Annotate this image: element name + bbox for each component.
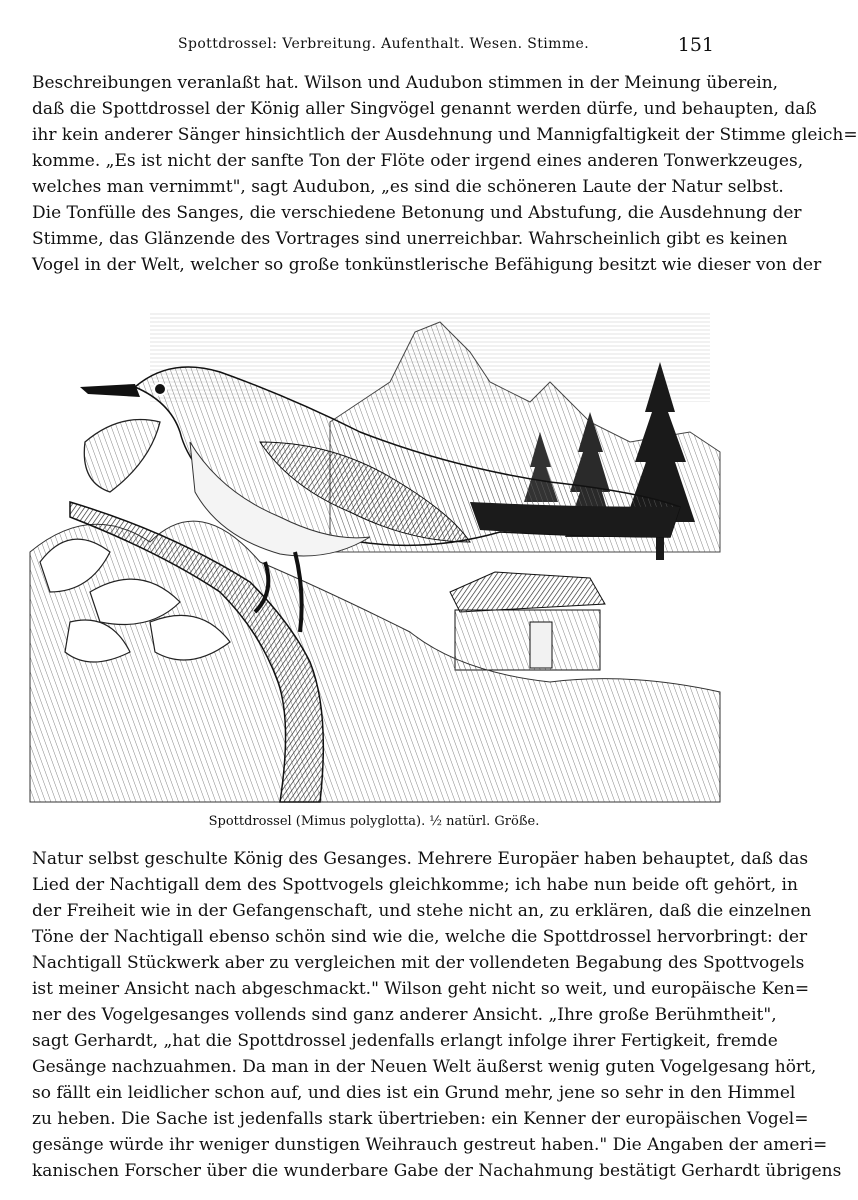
eye-icon: [154, 383, 166, 395]
text-line: Nachtigall Stückwerk aber zu vergleichen mit der vollendeten Begabung des Spottvogels: [32, 953, 805, 973]
text-line: zu heben. Die Sache ist jedenfalls stark übertrieben: ein Kenner der europäischen Vogel=: [32, 1109, 809, 1129]
text-line: sagt Gerhardt, „hat die Spottdrossel jedenfalls erlangt infolge ihrer Fertigkeit, fremde: [32, 1031, 778, 1051]
text-line: ner des Vogelgesanges vollends sind ganz anderer Ansicht. „Ihre große Berühmtheit",: [32, 1005, 777, 1025]
text-line: kanischen Forscher über die wunderbare Gabe der Nachahmung bestätigt Gerhardt übrigens: [32, 1161, 842, 1181]
text-line: Töne der Nachtigall ebenso schön sind wie die, welche die Spottdrossel hervorbringt: der: [32, 927, 808, 947]
paragraph-bottom: [32, 846, 842, 1184]
paragraph-top: [32, 70, 858, 278]
log-cabin-icon: [450, 572, 605, 670]
text-line: gesänge würde ihr weniger dunstigen Weihrauch gestreut haben." Die Angaben der ameri=: [32, 1135, 828, 1155]
beak-icon: [80, 384, 140, 397]
figure-caption: Spottdrossel (Mimus polyglotta). ½ natürl. Größe.: [208, 814, 540, 829]
text-line: Natur selbst geschulte König des Gesanges. Mehrere Europäer haben behauptet, daß das: [32, 849, 809, 869]
text-line: Vogel in der Welt, welcher so große tonkünstlerische Befähigung besitzt wie dieser von der: [32, 255, 822, 275]
foliage-ground: [30, 521, 720, 802]
text-line: ihr kein anderer Sänger hinsichtlich der Ausdehnung und Mannigfaltigkeit der Stimme gleich=: [32, 125, 858, 145]
text-line: Stimme, das Glänzende des Vortrages sind unerreichbar. Wahrscheinlich gibt es keinen: [32, 229, 788, 249]
text-line: welches man vernimmt", sagt Audubon, „es sind die schöneren Laute der Natur selbst.: [32, 177, 784, 197]
running-header: [0, 36, 748, 58]
text-line: Gesänge nachzuahmen. Da man in der Neuen Welt äußerst wenig guten Vogelgesang hört,: [32, 1057, 817, 1077]
text-line: Beschreibungen veranlaßt hat. Wilson und Audubon stimmen in der Meinung überein,: [32, 73, 779, 93]
text-line: Lied der Nachtigall dem des Spottvogels gleichkomme; ich habe nun beide oft gehört, in: [32, 875, 798, 895]
text-line: Die Tonfülle des Sanges, die verschiedene Betonung und Abstufung, die Ausdehnung der: [32, 203, 802, 223]
page-number: 151: [677, 34, 714, 56]
text-line: so fällt ein leidlicher schon auf, und dies ist ein Grund mehr, jene so sehr in den Himmel: [32, 1083, 796, 1103]
text-line: der Freiheit wie in der Gefangenschaft, und stehe nicht an, zu erklären, daß die einzelnen: [32, 901, 812, 921]
text-line: ist meiner Ansicht nach abgeschmackt." Wilson geht nicht so weit, und europäische Ken=: [32, 979, 810, 999]
running-title: Spottdrossel: Verbreitung. Aufenthalt. Wesen. Stimme.: [178, 36, 590, 52]
text-line: daß die Spottdrossel der König aller Singvögel genannt werden dürfe, und behaupten, daß: [32, 99, 817, 119]
dry-leaf: [84, 420, 160, 493]
mockingbird-engraving: [30, 292, 720, 802]
text-line: komme. „Es ist nicht der sanfte Ton der Flöte oder irgend eines anderen Tonwerkzeuges,: [32, 151, 804, 171]
